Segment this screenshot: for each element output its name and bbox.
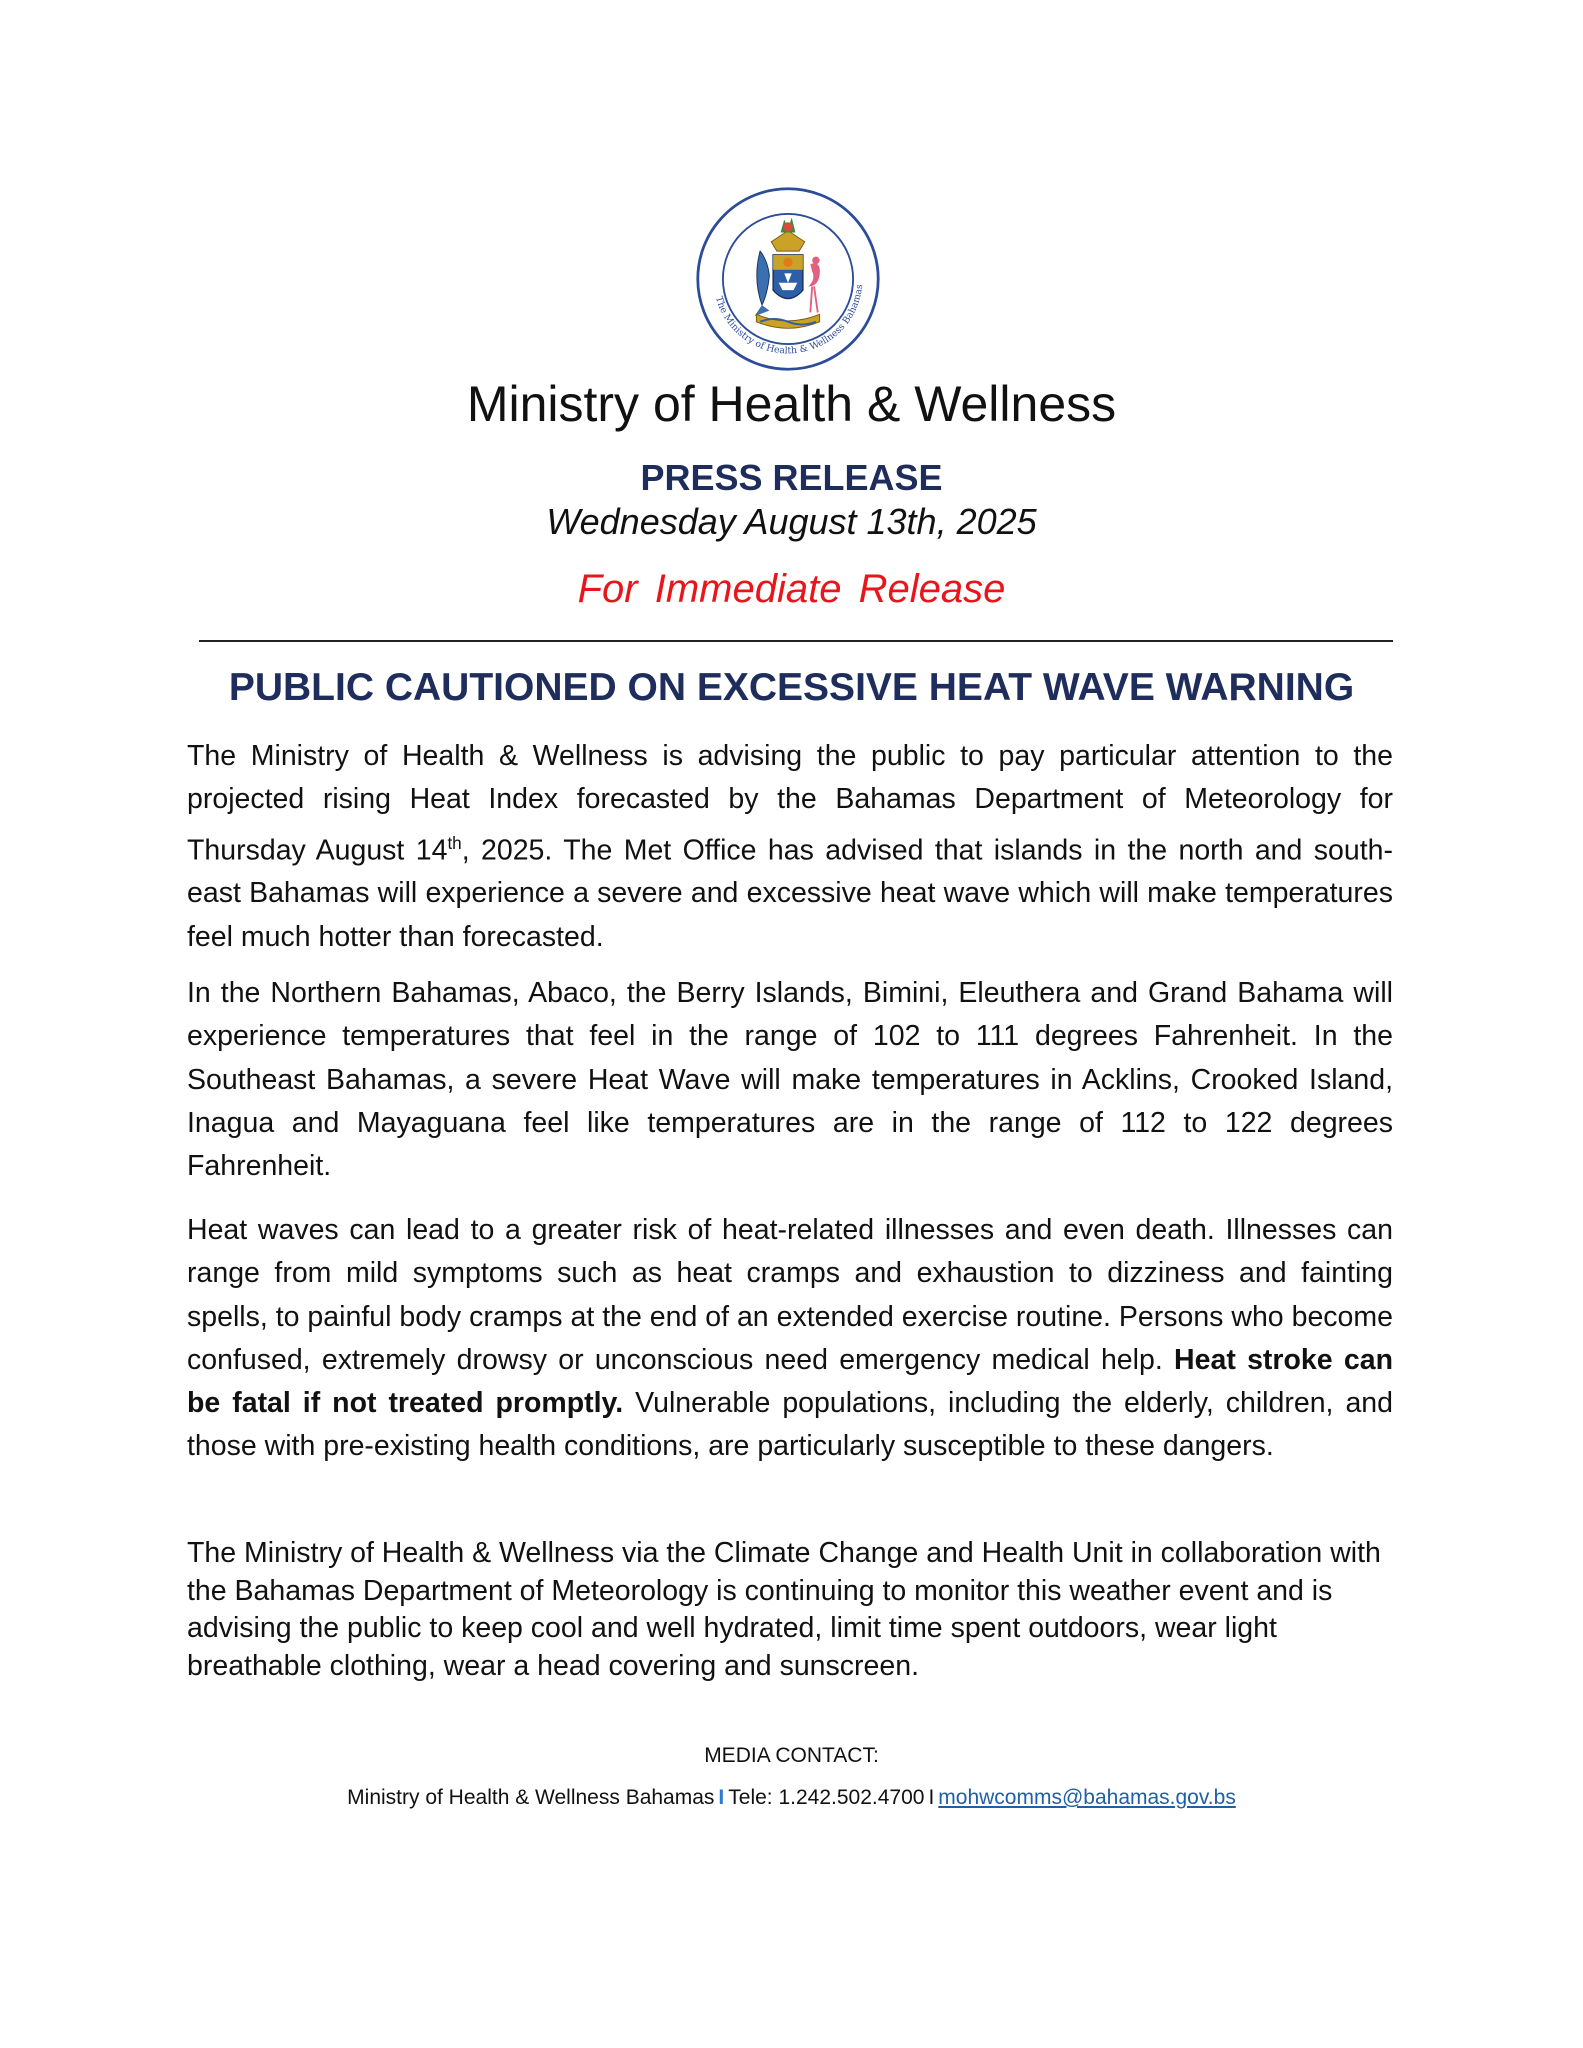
p3-text-start: Heat waves can lead to a greater risk of heat-related illnesses and even death. Illnesses can range from mild symptoms such as heat cramps and exhaustion to dizziness and fainting spells, to painful body cramps at the end of an extended exercise routine. Persons who become confused, extremely drowsy or unconscious need emergency medical help. (187, 1214, 1393, 1376)
contact-email-link[interactable]: mohwcomms@bahamas.gov.bs (938, 1786, 1236, 1809)
headline: PUBLIC CAUTIONED ON EXCESSIVE HEAT WAVE WARNING (228, 666, 1355, 709)
header-divider (199, 640, 1393, 642)
body-paragraph-4: The Ministry of Health & Wellness via the Climate Change and Health Unit in collaboration with the Bahamas Department of Meteorology is continuing to monitor this weather event and is advising the public to keep cool and well hydrated, limit time spent outdoors, wear light breathable clothing, wear a head covering and sunscreen. (187, 1537, 1381, 1682)
p1-text-end: , 2025. The Met Office has advised that islands in the north and south-east Bahamas will experience a severe and excessive heat wave which will make temperatures feel much hotter than forecasted. (187, 834, 1393, 953)
p1-superscript: th (447, 833, 462, 853)
p3-text-end: Vulnerable populations, including the elderly, children, and those with pre-existing health conditions, are particularly susceptible to these dangers. (187, 1387, 1393, 1463)
release-date: Wednesday August 13th, 2025 (546, 501, 1037, 542)
contact-line (0, 1784, 1583, 1812)
body-paragraph-3 (187, 1209, 1393, 1469)
p1-text-start: The Ministry of Health & Wellness is advising the public to pay particular attention to the projected rising Heat Index forecasted by the Bahamas Department of Meteorology for Thursday August 14 (187, 740, 1393, 867)
press-release-label: PRESS RELEASE (640, 457, 943, 498)
media-contact-label: MEDIA CONTACT: (704, 1744, 879, 1767)
ministry-title: Ministry of Health & Wellness (466, 376, 1117, 432)
contact-org: Ministry of Health & Wellness Bahamas (347, 1786, 715, 1809)
ministry-seal-logo (695, 186, 881, 372)
contact-separator-1: I (718, 1786, 725, 1809)
seal-ring-text: The Ministry of Health & Wellness Bahamas (712, 283, 866, 357)
contact-telephone: Tele: 1.242.502.4700 (728, 1786, 925, 1809)
body-paragraph-1 (187, 735, 1393, 959)
immediate-release-label: For Immediate Release (577, 567, 1006, 611)
contact-separator-2: I (928, 1786, 935, 1809)
body-paragraph-2: In the Northern Bahamas, Abaco, the Berry Islands, Bimini, Eleuthera and Grand Bahama will experience temperatures that feel in the range of 102 to 111 degrees Fahrenheit. In the Southeast Bahamas, a severe Heat Wave will make temperatures in Acklins, Crooked Island, Inagua and Mayaguana feel like temperatures are in the range of 112 to 122 degrees Fahrenheit. (187, 977, 1393, 1183)
p3-bold-warning: Heat stroke can be fatal if not treated promptly. (187, 1343, 1394, 1420)
